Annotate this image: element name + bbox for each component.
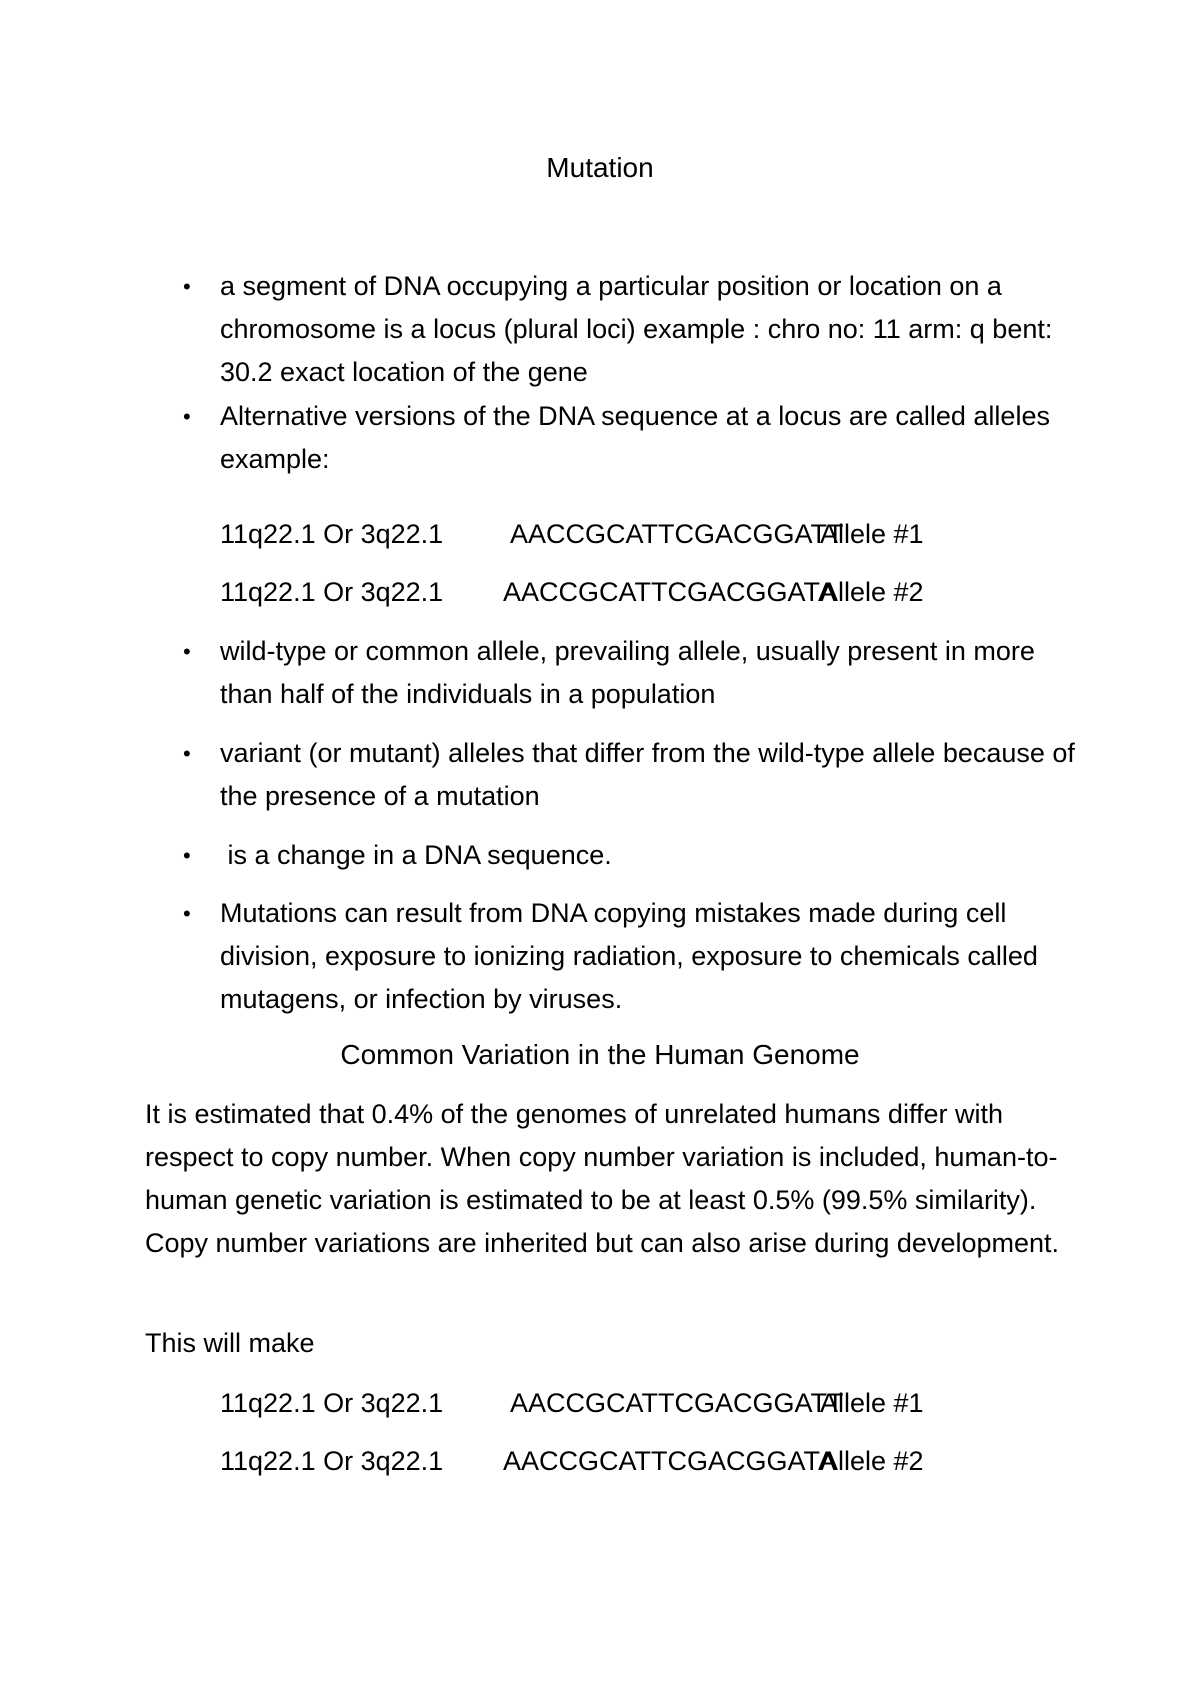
allele-locus: 11q22.1 Or 3q22.1 — [220, 1388, 444, 1418]
bullet-text: Mutations can result from DNA copying mistakes made during cell division, exposure to ionizing radiation, exposure to chemicals called mutagens, or infection by viruses. — [220, 898, 1038, 1014]
bullet-icon: • — [183, 274, 191, 299]
allele-name: Allele #2 — [820, 1446, 924, 1476]
page-title: Mutation — [546, 152, 654, 183]
bullet-item-change — [175, 834, 1075, 892]
bullet-icon: • — [183, 741, 191, 766]
bullet-icon: • — [183, 639, 191, 664]
allele-locus: 11q22.1 Or 3q22.1 — [220, 519, 444, 549]
bullet-item-locus — [175, 265, 1075, 395]
bullet-text: variant (or mutant) alleles that differ from the wild-type allele because of the presence of a mutation — [220, 738, 1075, 811]
allele-name: Allele #1 — [820, 519, 924, 549]
bullet-item-causes — [175, 892, 1075, 1021]
bullet-list-bottom — [175, 630, 1075, 1021]
bullet-list-top — [175, 265, 1075, 481]
allele-sequence: AACCGCATTCGACGGATA — [503, 577, 837, 607]
bullet-icon: • — [183, 404, 191, 429]
allele-sequence: AACCGCATTCGACGGATT — [510, 1388, 844, 1418]
bullet-item-variant — [175, 732, 1075, 834]
allele-locus: 11q22.1 Or 3q22.1 — [220, 577, 444, 607]
bullet-text: Alternative versions of the DNA sequence at a locus are called alleles example: — [220, 401, 1050, 474]
allele-name: Allele #2 — [820, 577, 924, 607]
bullet-item-wild-type — [175, 630, 1075, 732]
bullet-text: a segment of DNA occupying a particular position or location on a chromosome is a locus (plural loci) example : chro no: 11 arm: q bent: 30.2 exact location of the gene — [220, 271, 1053, 387]
allele-sequence: AACCGCATTCGACGGATA — [503, 1446, 837, 1476]
body-paragraph: It is estimated that 0.4% of the genomes of unrelated humans differ with respect to copy number. When copy number variation is included, human-to-human genetic variation is estimated to be at least 0.5% (99.5% similarity). Copy number variations are inherited but can also arise during development. — [145, 1099, 1060, 1258]
bullet-icon: • — [183, 901, 191, 926]
lead-in-text: This will make — [145, 1328, 315, 1358]
bullet-icon: • — [183, 843, 191, 868]
allele-sequence: AACCGCATTCGACGGATT — [510, 519, 844, 549]
section-heading: Common Variation in the Human Genome — [340, 1039, 860, 1070]
bullet-item-alleles — [175, 395, 1075, 481]
bullet-text: is a change in a DNA sequence. — [220, 840, 612, 870]
bullet-text: wild-type or common allele, prevailing allele, usually present in more than half of the individuals in a population — [220, 636, 1035, 709]
allele-name: Allele #1 — [820, 1388, 924, 1418]
allele-locus: 11q22.1 Or 3q22.1 — [220, 1446, 444, 1476]
